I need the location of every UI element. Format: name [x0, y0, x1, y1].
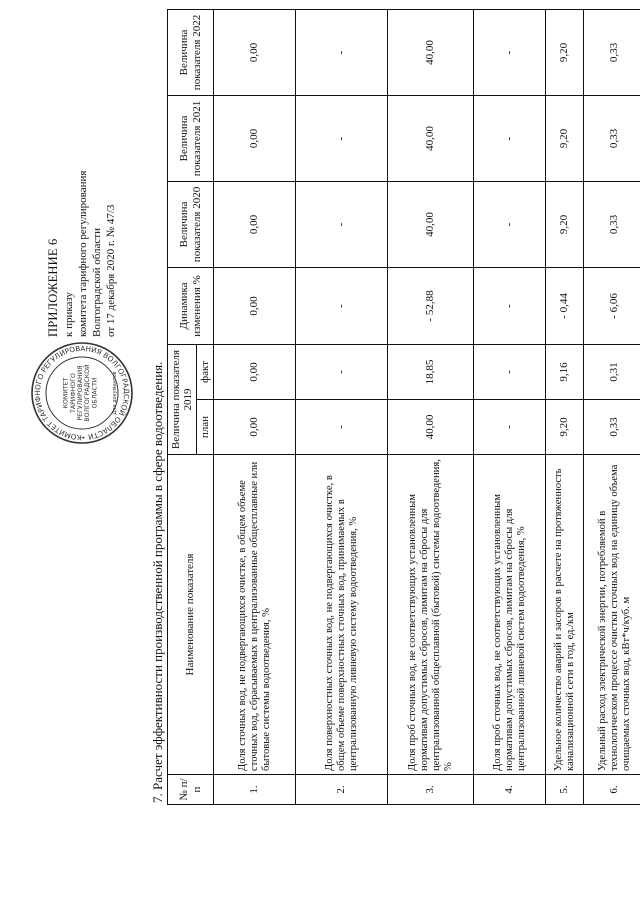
row-value-2022: 0,33: [584, 9, 640, 95]
row-value-2021: -: [474, 95, 546, 181]
row-fact: 0,00: [214, 344, 296, 399]
row-plan: 40,00: [388, 400, 474, 455]
header-value-2022: Величина показателя 2022: [168, 9, 214, 95]
header-value-2020: Величина показателя 2020: [168, 181, 214, 267]
row-dynamics: 0,00: [214, 267, 296, 344]
header-value-2021: Величина показателя 2021: [168, 95, 214, 181]
appendix-line: от 17 декабря 2020 г. № 47/3: [105, 204, 117, 337]
row-value-2020: -: [296, 181, 388, 267]
header-plan: план: [197, 400, 214, 455]
row-value-2021: 0,33: [584, 95, 640, 181]
section-title: 7. Расчет эффективности производственной программы в сфере водоотведения.: [150, 361, 165, 803]
row-fact: 9,16: [546, 344, 584, 399]
table-row: [214, 9, 296, 804]
header-name: Наименование показателя: [168, 455, 214, 775]
row-plan: 9,20: [546, 400, 584, 455]
row-value-2022: -: [474, 9, 546, 95]
table-row: [584, 9, 640, 804]
svg-text:КОМИТЕТ ТАРИФНОГО РЕГУЛИРОВАНИ: КОМИТЕТ ТАРИФНОГО РЕГУЛИРОВАНИЯ ВОЛГОГРАДСКОЙ ОБЛАСТИ •: [32, 343, 132, 443]
row-num: 4.: [474, 775, 546, 805]
row-name: Удельный расход электрической энергии, потребляемой в технологическом процессе очистки сточных вод на единицу объема очищаемых сточных вод, кВт*ч/куб. м: [584, 455, 640, 775]
row-num: 3.: [388, 775, 474, 805]
row-value-2020: 40,00: [388, 181, 474, 267]
row-plan: -: [474, 400, 546, 455]
table-row: [474, 9, 546, 804]
row-dynamics: -: [474, 267, 546, 344]
row-plan: -: [296, 400, 388, 455]
row-name: Доля поверхностных сточных вод, не подвергающихся очистке, в общем объеме поверхностных сточных вод, принимаемых в централизованную ливневую систему водоотведения, %: [296, 455, 388, 775]
table-row: [296, 9, 388, 804]
row-fact: -: [474, 344, 546, 399]
stamp-inner-line: ТАРИФНОГО: [69, 373, 77, 413]
row-dynamics: - 6,06: [584, 267, 640, 344]
row-num: 2.: [296, 775, 388, 805]
efficiency-table: [167, 9, 640, 805]
row-value-2022: 9,20: [546, 9, 584, 95]
row-dynamics: - 0,44: [546, 267, 584, 344]
row-fact: 18,85: [388, 344, 474, 399]
row-name: Доля сточных вод, не подвергающихся очистке, в общем объеме сточных вод, сбрасываемых в централизованные общесплавные или бытовые системы водоотведения, %: [214, 455, 296, 775]
row-value-2020: 0,33: [584, 181, 640, 267]
row-name: Доля проб сточных вод, не соответствующих установленным нормативам допустимых сбросов, лимитам на сбросы для централизованной ливневой систем водоотведения, %: [474, 455, 546, 775]
appendix-line: к приказу: [63, 291, 75, 337]
row-name: Удельное количество аварий и засоров в расчете на протяженность канализационной сети в год, ед./км: [546, 455, 584, 775]
row-name: Доля проб сточных вод, не соответствующих установленным нормативам допустимых сбросов, лимитам на сбросы для централизованной общесплавной (бытовой) системы водоотведения, %: [388, 455, 474, 775]
appendix-title: ПРИЛОЖЕНИЕ 6: [46, 238, 60, 337]
table-row: [388, 9, 474, 804]
table-row: [546, 9, 584, 804]
appendix-line: Волгоградской области: [91, 228, 103, 337]
stamp-inner-line: ВОЛГОГРАДСКОЙ: [84, 364, 92, 422]
row-value-2021: 40,00: [388, 95, 474, 181]
row-plan: 0,00: [214, 400, 296, 455]
row-value-2022: 40,00: [388, 9, 474, 95]
stamp-inner-line: ОБЛАСТИ: [91, 377, 99, 409]
row-value-2020: -: [474, 181, 546, 267]
row-dynamics: - 52,88: [388, 267, 474, 344]
svg-text:Для документов: Для документов: [112, 371, 118, 415]
row-value-2021: -: [296, 95, 388, 181]
row-num: 1.: [214, 775, 296, 805]
header-value-2019: Величина показателя 2019: [168, 344, 197, 454]
row-num: 6.: [584, 775, 640, 805]
row-value-2020: 9,20: [546, 181, 584, 267]
row-fact: 0,31: [584, 344, 640, 399]
stamp-inner-line: КОМИТЕТ: [62, 377, 70, 409]
header-dynamics: Динамика изменения %: [168, 267, 214, 344]
row-value-2022: -: [296, 9, 388, 95]
header-num: № п/п: [168, 775, 214, 805]
row-value-2020: 0,00: [214, 181, 296, 267]
row-plan: 0,33: [584, 400, 640, 455]
row-value-2021: 0,00: [214, 95, 296, 181]
row-value-2022: 0,00: [214, 9, 296, 95]
appendix-block: [46, 7, 118, 337]
header-fact: факт: [197, 344, 214, 399]
row-num: 5.: [546, 775, 584, 805]
row-value-2021: 9,20: [546, 95, 584, 181]
appendix-line: комитета тарифного регулирования: [77, 170, 89, 337]
row-fact: -: [296, 344, 388, 399]
row-dynamics: -: [296, 267, 388, 344]
stamp-inner-line: РЕГУЛИРОВАНИЯ: [77, 365, 84, 421]
seal-icon: [30, 341, 134, 445]
official-stamp: [30, 341, 134, 445]
